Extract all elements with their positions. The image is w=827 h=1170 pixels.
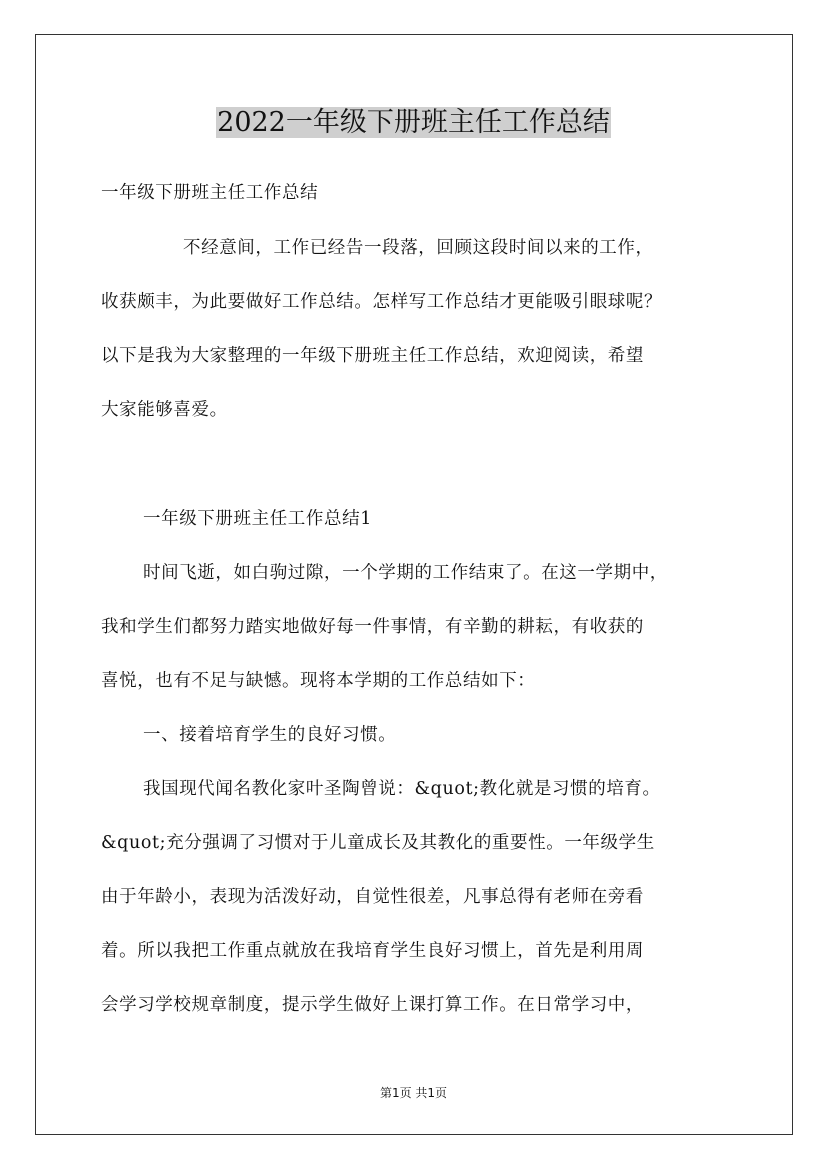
- document-title: [0, 104, 827, 142]
- body-line: 会学习学校规章制度，提示学生做好上课打算工作。在日常学习中，: [101, 995, 644, 1015]
- body-line: 由于年龄小，表现为活泼好动，自觉性很差，凡事总得有老师在旁看: [101, 887, 644, 907]
- document-subtitle: 一年级下册班主任工作总结: [101, 183, 319, 203]
- page-footer: 第1页 共1页: [379, 1086, 448, 1100]
- body-line: 时间飞逝，如白驹过隙，一个学期的工作结束了。在这一学期中，: [143, 563, 668, 583]
- body-line: 喜悦，也有不足与缺憾。现将本学期的工作总结如下：: [101, 671, 536, 691]
- section-heading: 一年级下册班主任工作总结1: [143, 509, 372, 529]
- intro-line: 收获颇丰，为此要做好工作总结。怎样写工作总结才更能吸引眼球呢？: [101, 292, 663, 312]
- document-title-text: 2022一年级下册班主任工作总结: [217, 107, 610, 138]
- body-line: &quot;充分强调了习惯对于儿童成长及其教化的重要性。一年级学生: [101, 833, 655, 853]
- intro-line: 不经意间，工作已经告一段落，回顾这段时间以来的工作，: [183, 238, 654, 258]
- body-line: 一、接着培育学生的良好习惯。: [143, 725, 397, 745]
- body-line: 着。所以我把工作重点就放在我培育学生良好习惯上，首先是利用周: [101, 941, 644, 961]
- body-line: 我和学生们都努力踏实地做好每一件事情，有辛勤的耕耘，有收获的: [101, 617, 644, 637]
- body-line: 我国现代闻名教化家叶圣陶曾说：&quot;教化就是习惯的培育。: [143, 779, 661, 799]
- intro-line: 大家能够喜爱。: [101, 400, 228, 420]
- intro-line: 以下是我为大家整理的一年级下册班主任工作总结，欢迎阅读，希望: [101, 346, 644, 366]
